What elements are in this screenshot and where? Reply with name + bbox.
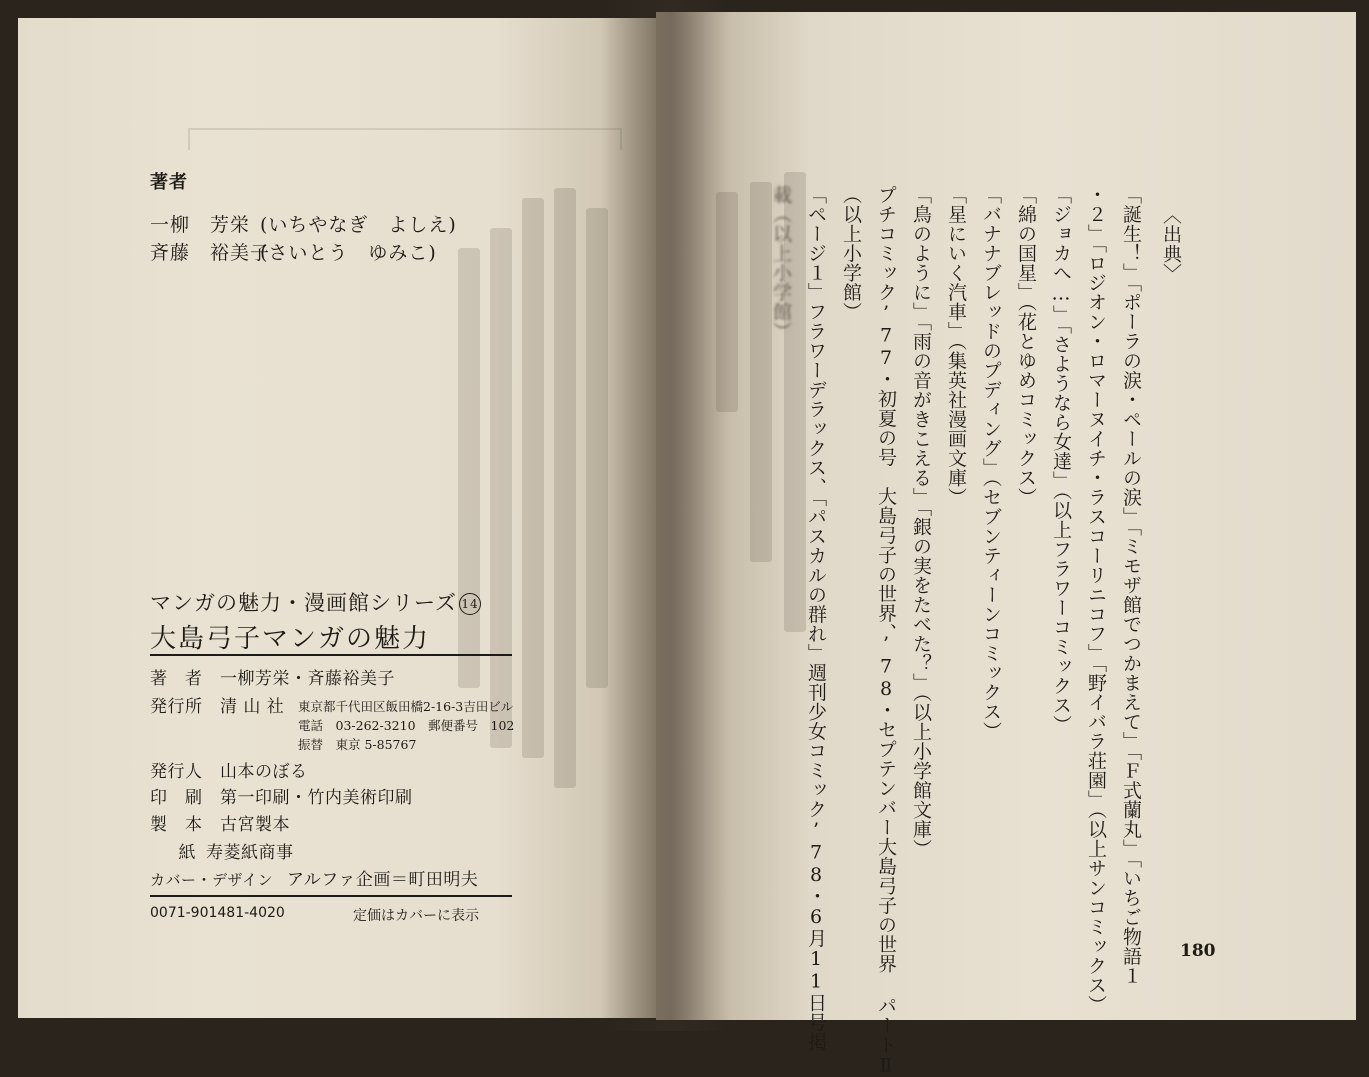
sources-column: 「誕生！」「ポーラの涙・ペールの涙」「ミモザ館でつかまえて」「Ｆ式蘭丸」「いちご物語１ bbox=[1120, 185, 1142, 986]
isbn-code: 0071-901481-4020 bbox=[150, 905, 285, 921]
colophon-value: 清 山 社 bbox=[220, 697, 285, 717]
colophon-publisher-row bbox=[150, 692, 284, 717]
colophon-label: 発行所 bbox=[150, 697, 203, 717]
colophon-top-rule bbox=[150, 654, 512, 656]
sources-column: ・２」「ロジオン・ロマーヌイチ・ラスコーリニコフ」「野イバラ荘園」（以上サンコミックス） bbox=[1085, 185, 1107, 1015]
colophon-value: 第一印刷・竹内美術印刷 bbox=[220, 788, 413, 808]
series-number: 14 bbox=[459, 593, 481, 615]
sources-column: 載（以上小学館） bbox=[770, 185, 792, 341]
publisher-address: 東京都千代田区飯田橋2-16-3吉田ビル bbox=[298, 699, 514, 714]
colophon-cover-row bbox=[150, 865, 478, 890]
colophon-binding-row bbox=[150, 810, 290, 835]
sources-column: プチコミック’77・初夏の号 大島弓子の世界、’78・セプテンバー大島弓子の世界 パートⅡ bbox=[875, 185, 897, 1077]
colophon-value: 古宮製本 bbox=[220, 815, 290, 835]
book-title: 大島弓子マンガの魅力 bbox=[150, 624, 431, 654]
show-through-frame bbox=[188, 128, 622, 150]
colophon-label: 発行人 bbox=[150, 762, 203, 782]
author-reading: (いちやなぎ よしえ) bbox=[260, 214, 457, 236]
colophon-label: 製 本 bbox=[150, 815, 203, 835]
author-name: 一柳 芳栄 bbox=[150, 214, 251, 236]
series-title bbox=[150, 587, 481, 617]
colophon-label: 著 者 bbox=[150, 669, 203, 689]
sources-column: 「ページ１」フラワーデラックス、「パスカルの群れ」週刊少女コミック’78・6月11日号掲 bbox=[805, 185, 827, 1052]
sources-column: 「綿の国星」（花とゆめコミックス） bbox=[1015, 185, 1037, 507]
colophon-value: 寿菱紙商事 bbox=[206, 843, 294, 863]
sources-column: 「ジョカへ…」「さようなら女達」（以上フラワーコミックス） bbox=[1050, 185, 1072, 735]
colophon-author-row bbox=[150, 664, 395, 689]
colophon-printing-row bbox=[150, 783, 413, 808]
publisher-transfer-account: 振替 東京 5-85767 bbox=[298, 737, 417, 752]
page-number: 180 bbox=[1180, 941, 1216, 961]
sources-column: （以上小学館） bbox=[840, 185, 862, 322]
sources-column: 「鳥のように」「雨の音がきこえる」「銀の実をたべた？」（以上小学館文庫） bbox=[910, 185, 932, 859]
sources-column: 「星にいく汽車」（集英社漫画文庫） bbox=[945, 185, 967, 507]
colophon-issuer-row bbox=[150, 757, 308, 782]
sources-heading: 〈出典〉 bbox=[1160, 205, 1182, 283]
author-name: 斉藤 裕美子 bbox=[150, 242, 271, 264]
price-note: 定価はカバーに表示 bbox=[353, 908, 479, 924]
colophon-label: カバー・デザイン bbox=[150, 871, 273, 889]
colophon-value: アルファ企画＝町田明夫 bbox=[286, 870, 479, 890]
colophon-value: 山本のぼる bbox=[220, 762, 308, 782]
author-entry bbox=[150, 238, 437, 265]
right-page bbox=[656, 12, 1356, 1020]
show-through-text bbox=[458, 168, 618, 908]
author-reading: (さいとう ゆみこ) bbox=[260, 242, 437, 264]
colophon-label: 印 刷 bbox=[150, 788, 203, 808]
sources-column: 「バナナブレッドのプディング」（セブンティーンコミックス） bbox=[980, 185, 1002, 741]
colophon-label: 紙 bbox=[178, 843, 196, 863]
colophon-value: 一柳芳栄・斉藤裕美子 bbox=[220, 669, 395, 689]
colophon-paper-row bbox=[150, 838, 294, 863]
author-entry bbox=[150, 210, 457, 237]
series-name: マンガの魅力・漫画館シリーズ bbox=[150, 591, 457, 615]
colophon-bottom-rule bbox=[150, 895, 512, 897]
publisher-phone: 電話 03-262-3210 郵便番号 102 bbox=[298, 718, 515, 733]
author-heading: 著者 bbox=[150, 172, 188, 193]
